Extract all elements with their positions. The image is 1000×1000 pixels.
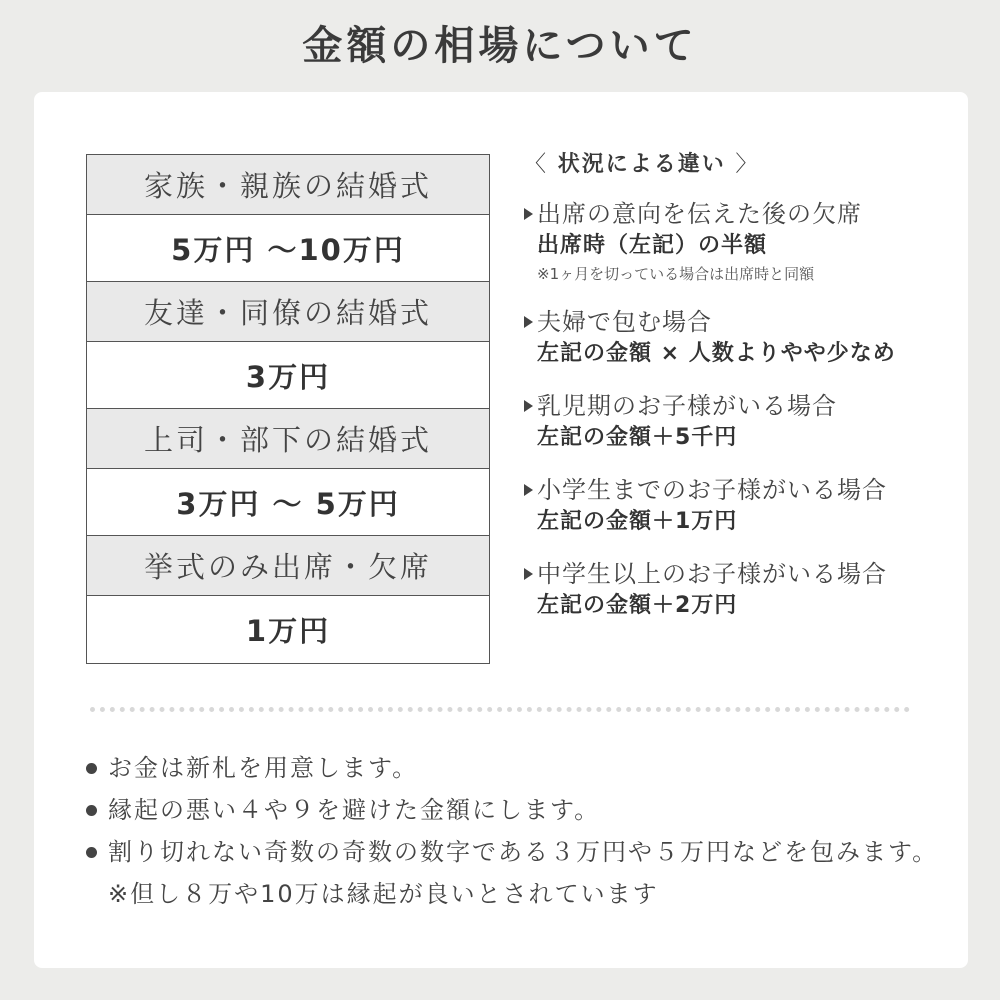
situation-item bbox=[524, 558, 944, 622]
content-card bbox=[34, 92, 968, 968]
title-bracket-close: 〉 bbox=[735, 152, 760, 177]
table-row-label: 上司・部下の結婚式 bbox=[87, 409, 489, 469]
table-row-amount: 3万円 bbox=[87, 342, 489, 409]
situations-panel bbox=[524, 150, 944, 642]
bullet-icon bbox=[86, 847, 97, 858]
bullet-icon bbox=[86, 763, 97, 774]
situation-item bbox=[524, 390, 944, 454]
list-item bbox=[86, 747, 946, 789]
triangle-right-icon bbox=[524, 400, 533, 412]
situation-condition: 乳児期のお子様がいる場合 bbox=[537, 392, 837, 420]
triangle-right-icon bbox=[524, 208, 533, 220]
table-row-amount: 5万円 〜10万円 bbox=[87, 215, 489, 282]
situation-result: 左記の金額 × 人数よりやや少なめ bbox=[537, 341, 896, 366]
situation-result: 左記の金額＋1万円 bbox=[537, 509, 738, 534]
amount-table bbox=[86, 154, 490, 664]
situation-note: ※1ヶ月を切っている場合は出席時と同額 bbox=[537, 265, 815, 283]
table-row-amount: 1万円 bbox=[87, 596, 489, 663]
list-item bbox=[86, 831, 946, 915]
situation-condition: 出席の意向を伝えた後の欠席 bbox=[537, 200, 862, 228]
table-row-label: 友達・同僚の結婚式 bbox=[87, 282, 489, 342]
note-text: お金は新札を用意します。 bbox=[108, 754, 419, 782]
triangle-right-icon bbox=[524, 484, 533, 496]
note-text: 割り切れない奇数の奇数の数字である３万円や５万円などを包みます。※但し８万や10万は縁起が良いとされています bbox=[108, 838, 939, 908]
page-title: 金額の相場について bbox=[302, 23, 698, 69]
situation-result: 左記の金額＋5千円 bbox=[537, 425, 738, 450]
situations-title bbox=[524, 150, 944, 180]
situation-condition: 小学生までのお子様がいる場合 bbox=[537, 476, 887, 504]
situations-title-text: 状況による違い bbox=[557, 152, 726, 177]
title-bracket-open: 〈 bbox=[524, 152, 549, 177]
table-row-amount: 3万円 〜 5万円 bbox=[87, 469, 489, 536]
table-row-label: 挙式のみ出席・欠席 bbox=[87, 536, 489, 596]
situation-result: 左記の金額＋2万円 bbox=[537, 593, 738, 618]
situation-item bbox=[524, 198, 944, 286]
list-item bbox=[86, 789, 946, 831]
note-text: 縁起の悪い４や９を避けた金額にします。 bbox=[108, 796, 601, 824]
triangle-right-icon bbox=[524, 316, 533, 328]
situation-condition: 中学生以上のお子様がいる場合 bbox=[537, 560, 887, 588]
table-row-label: 家族・親族の結婚式 bbox=[87, 155, 489, 215]
situation-result: 出席時（左記）の半額 bbox=[537, 233, 768, 258]
situation-condition: 夫婦で包む場合 bbox=[537, 308, 712, 336]
situation-item bbox=[524, 474, 944, 538]
bullet-icon bbox=[86, 805, 97, 816]
dotted-divider bbox=[90, 707, 910, 712]
notes-list bbox=[86, 747, 946, 915]
situation-item bbox=[524, 306, 944, 370]
triangle-right-icon bbox=[524, 568, 533, 580]
